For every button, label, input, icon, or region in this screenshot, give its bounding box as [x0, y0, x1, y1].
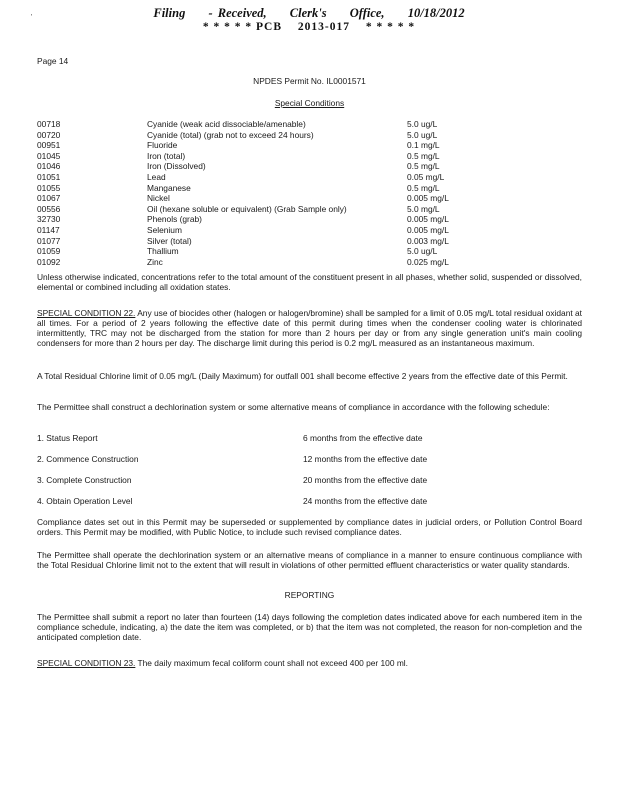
table-row — [37, 204, 582, 215]
param-limit: 0.5 mg/L — [407, 161, 440, 172]
param-limit: 0.003 mg/L — [407, 235, 449, 246]
table-row — [37, 225, 582, 236]
param-code: 00556 — [37, 203, 61, 214]
schedule-label: 2. Commence Construction — [37, 454, 139, 464]
param-name: Oil (hexane soluble or equivalent) (Grab Sample only) — [147, 203, 347, 214]
schedule-due: 6 months from the effective date — [303, 433, 423, 443]
schedule-label: 3. Complete Construction — [37, 475, 132, 485]
permit-header: NPDES Permit No. IL0001571 — [253, 76, 366, 86]
condition-label: SPECIAL CONDITION 22. — [37, 308, 136, 318]
param-name: Cyanide (total) (grab not to exceed 24 hours) — [147, 129, 314, 140]
param-name: Zinc — [147, 256, 163, 267]
stamp-item: Filing — [153, 6, 186, 20]
trc-limit-paragraph: A Total Residual Chlorine limit of 0.05 mg/L (Daily Maximum) for outfall 001 shall become effective 2 years from the effective date of this Permit. — [37, 371, 568, 381]
compliance-dates-paragraph: Compliance dates set out in this Permit may be superseded or supplemented by compliance dates in judicial orders, or Pollution Control Board orders. This Permit may be modified, with Public Notice, to include such revised compliance dates. — [37, 517, 582, 537]
condition-label: SPECIAL CONDITION 23. — [37, 658, 136, 668]
table-row — [37, 130, 582, 141]
table-row — [37, 236, 582, 247]
table-row — [37, 193, 582, 204]
param-limit: 5.0 ug/L — [407, 119, 438, 129]
param-limit: 5.0 mg/L — [407, 203, 440, 214]
stamp-item: * * * * * — [365, 21, 416, 33]
schedule-due: 20 months from the effective date — [303, 475, 428, 485]
operation-paragraph: The Permittee shall operate the dechlorination system or an alternative means of compliance in a manner to ensure continuous compliance with the Total Residual Chlorine limit not to the extent that will result in violations of other permitted effluent characteristics or water quality standards. — [37, 550, 582, 570]
param-code: 01147 — [37, 224, 60, 235]
param-name: Manganese — [147, 182, 191, 193]
filing-stamp-line1 — [0, 6, 618, 21]
param-code: 01077 — [37, 235, 61, 246]
reporting-title: REPORTING — [284, 590, 335, 600]
reporting-paragraph: The Permittee shall submit a report no later than fourteen (14) days following the completion dates indicated above for each numbered item in the compliance schedule, indicating, a) the date the item was completed, or b) that the item was not completed, the reason for non-completion and the anticipated completion date. — [37, 612, 582, 642]
special-condition-22 — [37, 308, 582, 348]
concentration-note: Unless otherwise indicated, concentrations refer to the total amount of the constituent present in all phases, whether solid, suspended or dissolved, elemental or combined including all oxidation states. — [37, 272, 582, 292]
table-row — [37, 257, 582, 268]
stamp-item: Office, — [349, 6, 385, 20]
table-row — [37, 140, 582, 151]
param-name: Thallium — [147, 246, 179, 257]
param-code: 00720 — [37, 129, 61, 140]
param-name: Iron (total) — [147, 150, 186, 161]
param-code: 00718 — [37, 119, 61, 129]
schedule-due: 24 months from the effective date — [303, 496, 428, 506]
param-limit: 0.05 mg/L — [407, 171, 445, 182]
condition-text: The daily maximum fecal coliform count shall not exceed 400 per 100 ml. — [135, 658, 408, 668]
scan-mark: ' — [31, 14, 33, 21]
param-limit: 0.5 mg/L — [407, 150, 440, 161]
table-row — [37, 151, 582, 162]
param-code: 00951 — [37, 140, 61, 151]
param-name: Iron (Dissolved) — [147, 161, 206, 172]
param-name: Nickel — [147, 193, 170, 204]
param-limit: 5.0 ug/L — [407, 246, 438, 257]
stamp-item: * * * * * PCB — [202, 21, 283, 33]
schedule-label: 4. Obtain Operation Level — [37, 496, 133, 506]
page-number: Page 14 — [37, 56, 69, 66]
param-limit: 0.025 mg/L — [407, 256, 449, 267]
param-name: Fluoride — [147, 140, 178, 151]
table-row — [37, 183, 582, 194]
condition-text: Any use of biocides other (halogen or halogen/bromine) shall be sampled for a limit of 0.05 mg/L total residual oxidant at all times. For a period of 2 years following the effective date of this permit during times when the condenser cooling water is chlorinated intermittently, TRC may not be discharged from the station for more than 2 hours per day or from any single generation unit's main cooling condensers for more than 2 hours per day. The discharge limit during this period is 0.2 mg/L measured as an instantaneous maximum. — [37, 308, 582, 348]
stamp-item: 2013-017 — [297, 21, 350, 33]
stamp-item: Clerk's — [289, 6, 327, 20]
param-code: 01051 — [37, 171, 61, 182]
param-limit: 0.005 mg/L — [407, 214, 449, 225]
param-code: 01059 — [37, 246, 61, 257]
param-code: 01067 — [37, 193, 61, 204]
param-limit: 5.0 ug/L — [407, 129, 438, 140]
param-code: 32730 — [37, 214, 61, 225]
param-name: Silver (total) — [147, 235, 192, 246]
param-name: Cyanide (weak acid dissociable/amenable) — [147, 119, 306, 129]
special-conditions-title: Special Conditions — [274, 98, 345, 108]
filing-stamp-line2 — [0, 21, 618, 33]
param-name: Selenium — [147, 224, 182, 235]
param-code: 01046 — [37, 161, 61, 172]
param-code: 01045 — [37, 150, 61, 161]
schedule-due: 12 months from the effective date — [303, 454, 428, 464]
param-name: Phenols (grab) — [147, 214, 202, 225]
schedule-label: 1. Status Report — [37, 433, 98, 443]
table-row — [37, 161, 582, 172]
param-limit: 0.005 mg/L — [407, 224, 449, 235]
stamp-item: 10/18/2012 — [407, 6, 465, 20]
param-limit: 0.1 mg/L — [407, 140, 440, 151]
param-code: 01055 — [37, 182, 61, 193]
param-limit: 0.5 mg/L — [407, 182, 440, 193]
table-row — [37, 246, 582, 257]
dechlorination-paragraph: The Permittee shall construct a dechlorination system or some alternative means of compliance in accordance with the following schedule: — [37, 402, 550, 412]
special-condition-23 — [37, 658, 582, 668]
parameter-table — [37, 119, 582, 267]
table-row — [37, 214, 582, 225]
param-limit: 0.005 mg/L — [407, 193, 449, 204]
stamp-item: - Received, — [208, 6, 267, 20]
param-code: 01092 — [37, 256, 61, 267]
param-name: Lead — [147, 171, 166, 182]
table-row — [37, 119, 582, 130]
table-row — [37, 172, 582, 183]
